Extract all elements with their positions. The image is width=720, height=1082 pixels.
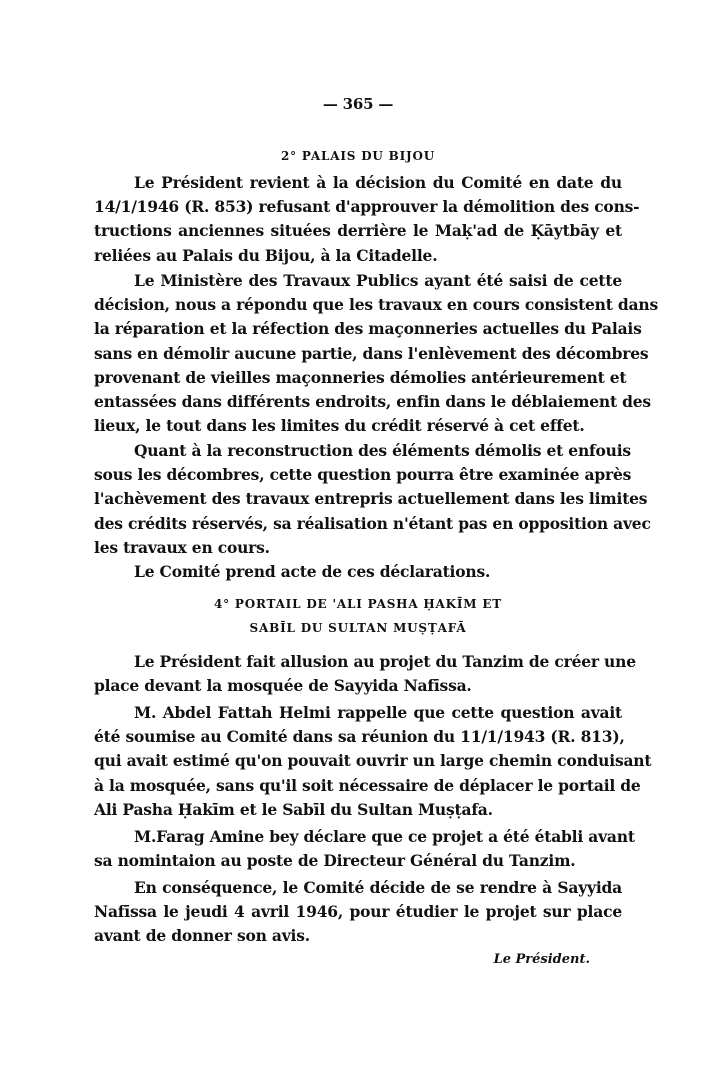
paragraph-line: les travaux en cours. <box>94 538 270 557</box>
paragraph-line: 14/1/1946 (R. 853) refusant d'approuver la démolition des cons- <box>94 197 640 216</box>
paragraph-line: M.Farag Amine bey déclare que ce projet a été établi avant <box>134 827 635 846</box>
paragraph-line: Nafīssa le jeudi 4 avril 1946, pour étudier le projet sur place <box>94 902 622 921</box>
section-heading: SABĪL DU SULTAN MUṢṬAFĀ <box>249 621 467 635</box>
paragraph-line: la réparation et la réfection des maçonneries actuelles du Palais <box>94 319 642 338</box>
section-heading: 2° PALAIS DU BIJOU <box>281 149 435 163</box>
paragraph-line: Ali Pasha Ḥakīm et le Sabīl du Sultan Muṣṭafa. <box>94 800 493 819</box>
section-heading: 4° PORTAIL DE 'ALI PASHA ḤAKĪM ET <box>213 597 503 611</box>
paragraph-line: Le Président fait allusion au projet du Tanzim de créer une <box>134 652 636 671</box>
paragraph-line: Le Président revient à la décision du Comité en date du <box>134 173 622 192</box>
paragraph-line: reliées au Palais du Bijou, à la Citadelle. <box>94 246 438 265</box>
paragraph-line: place devant la mosquée de Sayyida Nafīssa. <box>94 676 472 695</box>
paragraph-line: Le Ministère des Travaux Publics ayant été saisi de cette <box>134 271 622 290</box>
paragraph-line: Quant à la reconstruction des éléments démolis et enfouis <box>134 441 631 460</box>
paragraph-line: sous les décombres, cette question pourra être examinée après <box>94 465 632 484</box>
paragraph-line: décision, nous a répondu que les travaux en cours consistent dans <box>94 295 658 314</box>
paragraph-line: entassées dans différents endroits, enfin dans le déblaiement des <box>94 392 651 411</box>
paragraph-line: qui avait estimé qu'on pouvait ouvrir un large chemin conduisant <box>94 751 652 770</box>
paragraph-line: tructions anciennes situées derrière le Maḳ'ad de Ḳāytbāy et <box>94 221 622 240</box>
paragraph-line: Le Comité prend acte de ces déclarations. <box>134 562 491 581</box>
paragraph-line: des crédits réservés, sa réalisation n'étant pas en opposition avec <box>94 514 651 533</box>
paragraph-line: à la mosquée, sans qu'il soit nécessaire de déplacer le portail de <box>94 776 641 795</box>
paragraph-line: En conséquence, le Comité décide de se rendre à Sayyida <box>134 878 622 897</box>
paragraph-line: M. Abdel Fattah Helmi rappelle que cette question avait <box>134 703 622 722</box>
signature: Le Président. <box>493 952 590 967</box>
paragraph-line: lieux, le tout dans les limites du crédit réservé à cet effet. <box>94 416 585 435</box>
paragraph-line: l'achèvement des travaux entrepris actuellement dans les limites <box>94 489 648 508</box>
paragraph-line: sa nomintaion au poste de Directeur Général du Tanzim. <box>94 851 576 870</box>
paragraph-line: provenant de vieilles maçonneries démolies antérieurement et <box>94 368 627 387</box>
paragraph-line: sans en démolir aucune partie, dans l'enlèvement des décombres <box>94 344 649 363</box>
page-number: — 365 — <box>322 95 394 113</box>
paragraph-line: été soumise au Comité dans sa réunion du 11/1/1943 (R. 813), <box>94 727 625 746</box>
paragraph-line: avant de donner son avis. <box>94 926 310 945</box>
